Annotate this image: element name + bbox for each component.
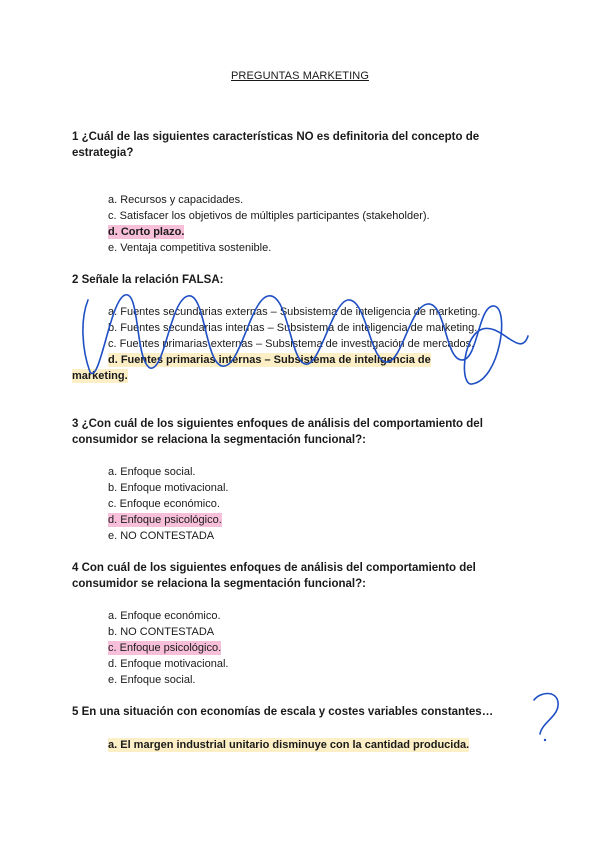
q4-option-a: a. Enfoque económico. [108,610,221,622]
q4-option-e: e. Enfoque social. [108,674,196,686]
q3-option-c: c. Enfoque económico. [108,498,220,510]
q2-option-b: b. Fuentes secundarias internas – Subsistema de inteligencia de marketing. [108,322,478,334]
question-mark-scribble [534,694,558,735]
question-4: 4 Con cuál de los siguientes enfoques de análisis del comportamiento del consumidor se relaciona la segmentación funcional?: [72,562,476,590]
q5-option-a-highlighted: a. El margen industrial unitario disminuye con la cantidad producida. [108,739,470,751]
q3-option-b: b. Enfoque motivacional. [108,482,229,494]
q2-option-d-continuation: marketing. [72,370,128,382]
q3-option-e: e. NO CONTESTADA [108,530,215,542]
question-5: 5 En una situación con economías de escala y costes variables constantes… [72,706,494,718]
q4-option-c-highlighted: c. Enfoque psicológico. [108,642,222,654]
question-mark-dot [544,739,546,741]
q1-option-e: e. Ventaja competitiva sostenible. [108,242,272,254]
q2-option-c: c. Fuentes primarias externas – Subsistema de investigación de mercados. [108,338,475,350]
q4-option-d: d. Enfoque motivacional. [108,658,229,670]
q1-option-c: c. Satisfacer los objetivos de múltiples participantes (stakeholder). [108,210,430,222]
question-3: 3 ¿Con cuál de los siguientes enfoques de análisis del comportamiento del consumidor se relaciona la segmentación funcional?: [72,418,483,446]
q2-option-d-highlighted: d. Fuentes primarias internas – Subsistema de inteligencia de [108,354,431,366]
q3-option-a: a. Enfoque social. [108,466,196,478]
q1-option-a: a. Recursos y capacidades. [108,194,244,206]
page-title: PREGUNTAS MARKETING [231,70,369,82]
question-2: 2 Señale la relación FALSA: [72,274,224,286]
q3-option-d-highlighted: d. Enfoque psicológico. [108,514,222,526]
q2-option-a: a. Fuentes secundarias externas – Subsistema de inteligencia de marketing. [108,306,481,318]
question-1: 1 ¿Cuál de las siguientes características NO es definitoria del concepto de estrategia? [72,131,480,159]
q1-option-d-highlighted: d. Corto plazo. [108,226,185,238]
q4-option-b: b. NO CONTESTADA [108,626,215,638]
